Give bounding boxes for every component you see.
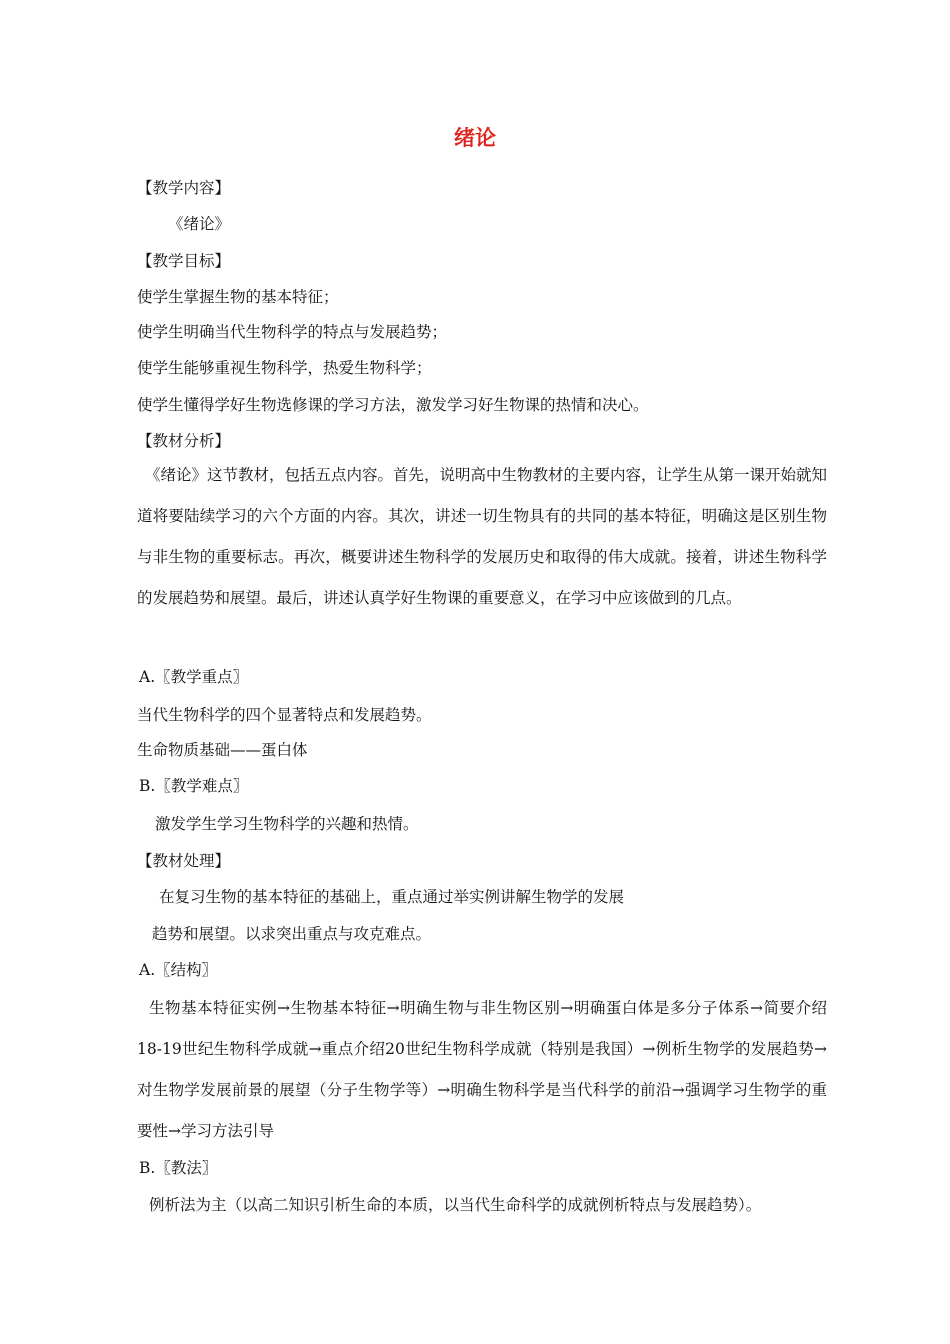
method-label: B.〖教法〗 [139,1159,218,1177]
handling-line-2: 趋势和展望。以求突出重点与攻克难点。 [152,925,432,943]
goal-item-2: 使学生明确当代生物科学的特点与发展趋势； [137,323,448,341]
method-text: 例析法为主（以高二知识引析生命的本质，以当代生命科学的成就例析特点与发展趋势）。 [149,1196,762,1214]
key-points-label: A.〖教学重点〗 [139,668,249,686]
key-point-2: 生命物质基础——蛋白体 [137,741,308,759]
handling-heading: 【教材处理】 [137,852,231,870]
analysis-paragraph: 《绪论》这节教材，包括五点内容。首先，说明高中生物教材的主要内容，让学生从第一课开始就知道将要陆续学习的六个方面的内容。其次，讲述一切生物具有的共同的基本特征，明确这是区别生物与非生物的重要标志。再次，概要讲述生物科学的发展历史和取得的伟大成就。接着，讲述生物科学的发展趋势和展望。最后，讲述认真学好生物课的重要意义，在学习中应该做到的几点。 [137,466,828,607]
goals-heading: 【教学目标】 [137,252,231,270]
difficult-label: B.〖教学难点〗 [139,777,249,795]
goal-item-4: 使学生懂得学好生物选修课的学习方法，激发学习好生物课的热情和决心。 [137,396,649,414]
goal-item-3: 使学生能够重视生物科学，热爱生物科学； [137,359,432,377]
structure-label: A.〖结构〗 [139,961,218,979]
key-point-1: 当代生物科学的四个显著特点和发展趋势。 [137,706,432,724]
structure-paragraph: 生物基本特征实例→生物基本特征→明确生物与非生物区别→明确蛋白体是多分子体系→简要介绍18-19世纪生物科学成就→重点介绍20世纪生物科学成就（特别是我国）→例析生物学的发展趋势→对生物学发展前景的展望（分子生物学等）→明确生物科学是当代科学的前沿→强调学习生物学的重要性→学习方法引导 [137,999,827,1140]
document-title: 绪论 [454,126,496,150]
content-item: 《绪论》 [168,215,231,233]
handling-line-1: 在复习生物的基本特征的基础上，重点通过举实例讲解生物学的发展 [159,888,625,906]
content-heading: 【教学内容】 [137,179,231,197]
goal-item-1: 使学生掌握生物的基本特征； [137,288,339,306]
analysis-heading: 【教材分析】 [137,432,231,450]
difficult-text: 激发学生学习生物科学的兴趣和热情。 [155,815,419,833]
